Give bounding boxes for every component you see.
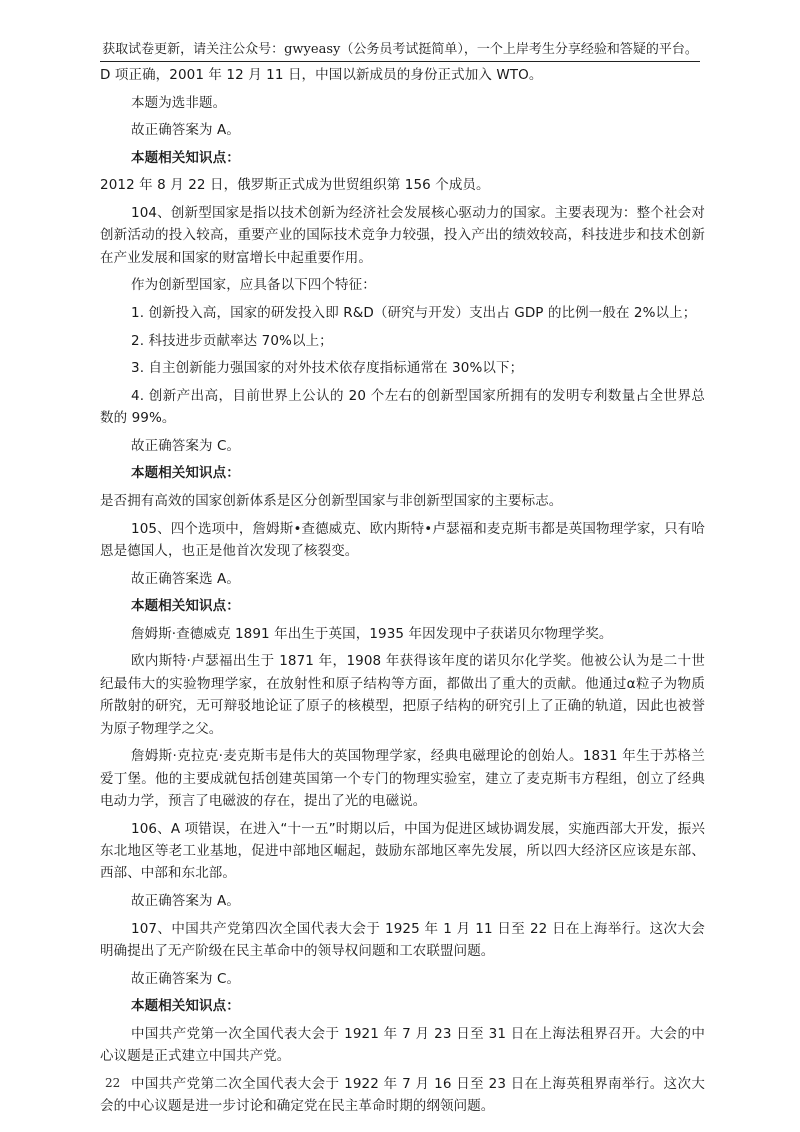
body-paragraph: 作为创新型国家，应具备以下四个特征： [131,277,376,294]
body-paragraph: 本题为选非题。 [131,94,227,111]
body-paragraph: 105、四个选项中，詹姆斯•查德威克、欧内斯特•卢瑟福和麦克斯韦都是英国物理学家，只有哈恩是德国人，也正是他首次发现了核裂变。 [100,520,705,559]
body-paragraph: 4. 创新产出高，目前世界上公认的 20 个左右的创新型国家所拥有的发明专利数量占全世界总数的 99%。 [100,387,705,427]
body-paragraph: 故正确答案选 A。 [131,570,240,587]
body-paragraph: 故正确答案为 C。 [131,437,241,454]
body-paragraph: 107、中国共产党第四次全国代表大会于 1925 年 1 月 11 日至 22 日在上海举行。这次大会明确提出了无产阶级在民主革命中的领导权问题和工农联盟问题。 [100,920,705,959]
page-number: 22 [105,1076,121,1090]
section-heading: 本题相关知识点： [131,149,240,166]
section-heading: 本题相关知识点： [131,465,240,482]
body-paragraph: 是否拥有高效的国家创新体系是区分创新型国家与非创新型国家的主要标志。 [100,492,563,509]
body-paragraph: 1. 创新投入高，国家的研发投入即 R&D（研究与开发）支出占 GDP 的比例一般在 2%以上； [131,304,697,321]
body-paragraph: 2. 科技进步贡献率达 70%以上； [131,332,333,349]
body-paragraph: 詹姆斯·克拉克·麦克斯韦是伟大的英国物理学家，经典电磁理论的创始人。1831 年生于苏格兰爱丁堡。他的主要成就包括创建英国第一个专门的物理实验室，建立了麦克斯韦方程组，创立了经典电动力学，预言了电磁波的存在，提出了光的电磁说。 [100,748,705,809]
body-paragraph: D 项正确，2001 年 12 月 11 日，中国以新成员的身份正式加入 WTO。 [100,67,543,83]
page-header: 获取试卷更新，请关注公众号：gwyeasy（公务员考试挺简单），一个上岸考生分享经验和答疑的平台。 [100,38,700,62]
body-paragraph: 故正确答案为 A。 [131,892,240,909]
body-paragraph: 2012 年 8 月 22 日，俄罗斯正式成为世贸组织第 156 个成员。 [100,177,490,194]
document-body [100,64,705,1123]
body-paragraph: 故正确答案为 A。 [131,122,240,139]
body-paragraph: 詹姆斯·查德威克 1891 年出生于英国，1935 年因发现中子获诺贝尔物理学奖。 [131,625,613,642]
body-paragraph: 104、创新型国家是指以技术创新为经济社会发展核心驱动力的国家。主要表现为：整个社会对创新活动的投入较高，重要产业的国际技术竞争力较强，投入产出的绩效较高，科技进步和技术创新在产业发展和国家的财富增长中起重要作用。 [100,204,705,266]
section-heading: 本题相关知识点： [131,998,240,1015]
body-paragraph: 欧内斯特·卢瑟福出生于 1871 年，1908 年获得该年度的诺贝尔化学奖。他被公认为是二十世纪最伟大的实验物理学家，在放射性和原子结构等方面，都做出了重大的贡献。他通过α粒子为物质所散射的研究，无可辩驳地论证了原子的核模型，把原子结构的研究引上了正确的轨道，因此也被誉为原子物理学之父。 [100,653,705,737]
body-paragraph: 106、A 项错误，在进入“十一五”时期以后，中国为促进区域协调发展，实施西部大开发，振兴东北地区等老工业基地，促进中部地区崛起，鼓励东部地区率先发展，所以四大经济区应该是东部、西部、中部和东北部。 [100,820,705,882]
body-paragraph: 中国共产党第二次全国代表大会于 1922 年 7 月 16 日至 23 日在上海英租界南举行。这次大会的中心议题是进一步讨论和确定党在民主革命时期的纲领问题。 [100,1075,705,1115]
body-paragraph: 中国共产党第一次全国代表大会于 1921 年 7 月 23 日至 31 日在上海法租界召开。大会的中心议题是正式建立中国共产党。 [100,1025,705,1065]
body-paragraph: 故正确答案为 C。 [131,970,241,987]
section-heading: 本题相关知识点： [131,598,240,615]
body-paragraph: 3. 自主创新能力强国家的对外技术依存度指标通常在 30%以下； [131,360,524,377]
